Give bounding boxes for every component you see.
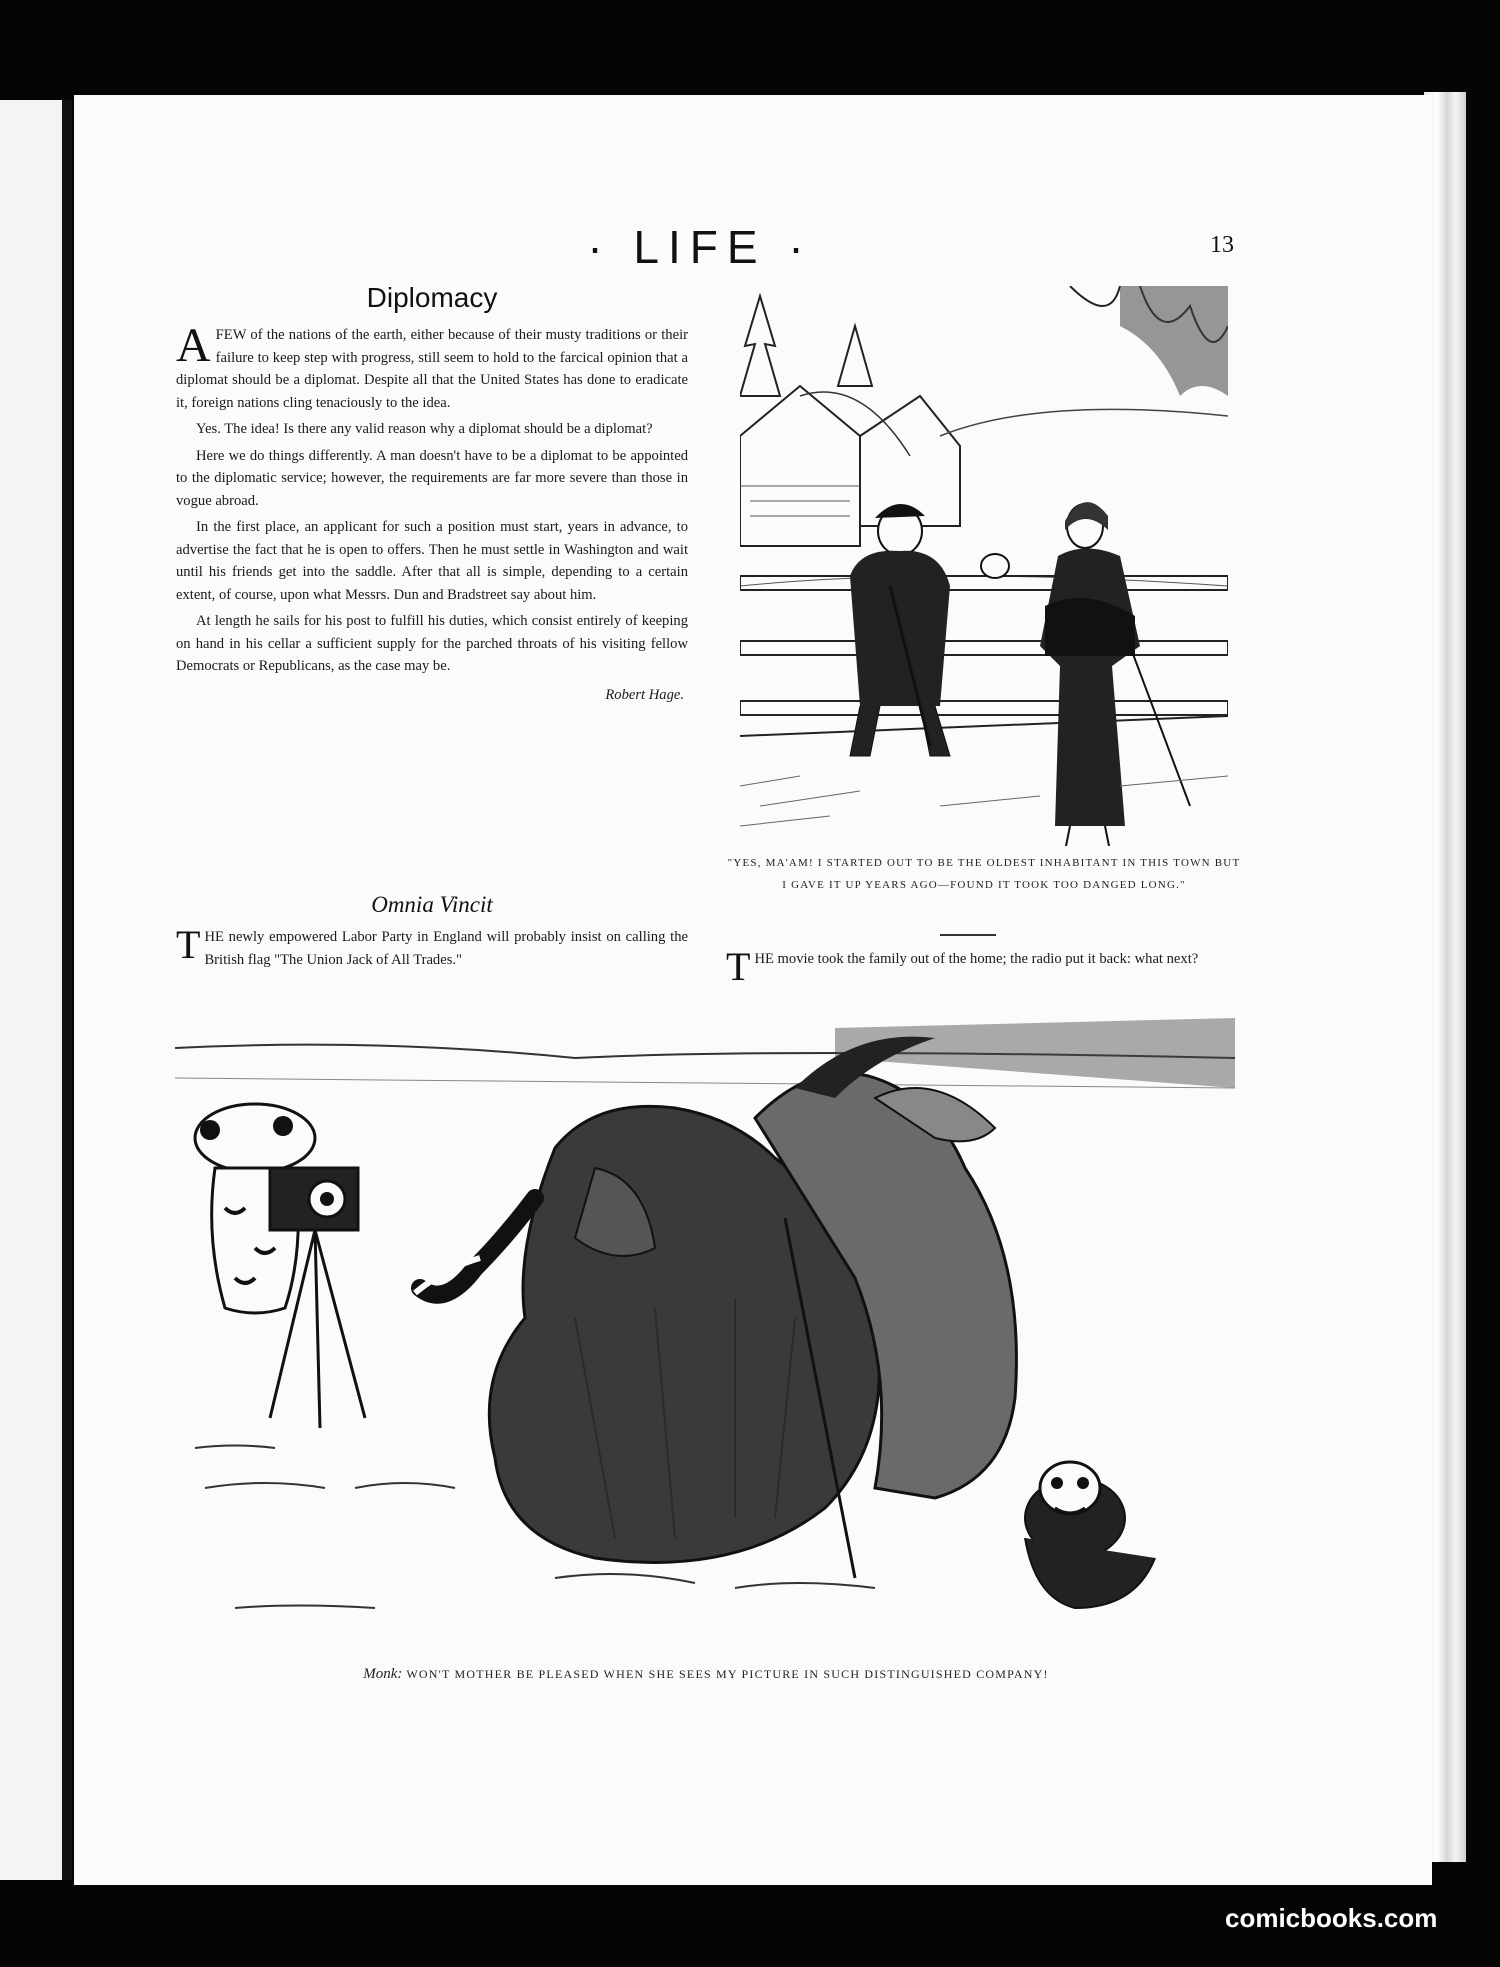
drop-cap: T xyxy=(176,922,201,967)
byline: Robert Hage. xyxy=(605,686,684,703)
caption-text: WON'T MOTHER BE PLEASED WHEN SHE SEES MY PICTURE IN SUCH DISTINGUISHED COMPANY! xyxy=(406,1667,1049,1681)
watermark: comicbooks.com xyxy=(1225,1903,1438,1933)
paragraph: Yes. The idea! Is there any valid reason why a diplomat should be a diplomat? xyxy=(196,421,653,437)
masthead: · LIFE · xyxy=(587,221,813,273)
left-page-edge xyxy=(0,100,72,1880)
paragraph: THE movie took the family out of the home; the radio put it back: what next? xyxy=(726,944,1199,989)
paragraph: AFEW of the nations of the earth, either because of their musty traditions or their failure to keep step with progress, still seem to hold to the farcical opinion that a diplomat should be a diplomat. Despite all that the United States has done to eradicate it, foreign nations cling tenaciously to the idea. xyxy=(176,319,688,411)
drop-cap: A xyxy=(176,319,211,372)
cartoon-caption-monk xyxy=(176,1666,1236,1683)
drop-cap: T xyxy=(726,944,751,989)
cartoon-caption-farmer: "YES, MA'AM! I STARTED OUT TO BE THE OLDEST INHABITANT IN THIS TOWN BUT I GAVE IT UP YEARS AGO—FOUND IT TOOK TOO DANGED LONG." xyxy=(727,857,1241,891)
article-diplomacy xyxy=(176,319,688,706)
divider-rule xyxy=(940,934,996,936)
cartoon-farmer-and-lady xyxy=(740,286,1228,846)
article-title-omnia-vincit: Omnia Vincit xyxy=(371,892,493,917)
paragraph: Here we do things differently. A man doesn't have to be a diplomat to be appointed to the diplomatic service; however, the requirements are far more severe than those in vogue abroad. xyxy=(176,447,688,509)
article-title-diplomacy: Diplomacy xyxy=(366,282,498,313)
caption-speaker: Monk: xyxy=(363,1666,403,1682)
paragraph: In the first place, an applicant for such a position must start, years in advance, to advertise the fact that he is open to offers. Then he must settle in Washington and wait until his friends get into the saddle. After that all is simple, depending to a certain extent, of course, upon what Messrs. Dun and Bradstreet say about him. xyxy=(176,519,688,603)
article-movie-radio xyxy=(726,944,1242,989)
cartoon-elephant-donkey-monkey xyxy=(175,1018,1235,1658)
paragraph: At length he sails for his post to fulfill his duties, which consist entirely of keeping on hand in his cellar a sufficient supply for the parched throats of his visiting fellow Democrats or Republicans, as the case may be. xyxy=(176,613,688,674)
paragraph: THE newly empowered Labor Party in England will probably insist on calling the British flag "The Union Jack of All Trades." xyxy=(176,922,688,968)
page-number: 13 xyxy=(1210,232,1234,258)
article-omnia-vincit xyxy=(176,922,688,975)
